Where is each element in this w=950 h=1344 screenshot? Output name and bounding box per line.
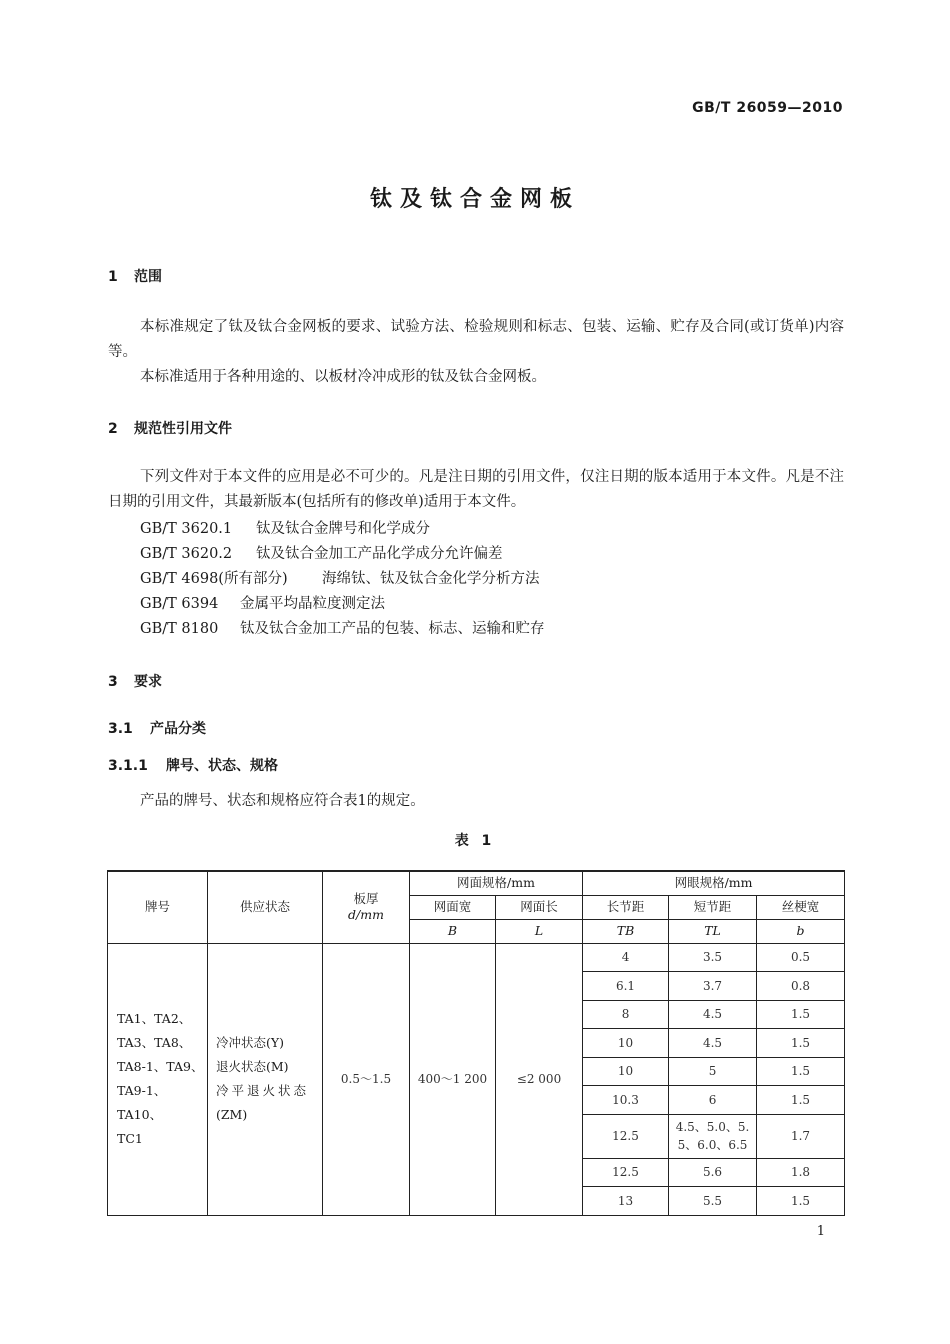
section-2-paragraph: 下列文件对于本文件的应用是必不可少的。凡是注日期的引用文件，仅注日期的版本适用于本文件。凡是不注日期的引用文件，其最新版本(包括所有的修改单)适用于本文件。 bbox=[108, 469, 844, 510]
long-pitch-value: 12.5 bbox=[583, 1158, 669, 1187]
reference-item bbox=[140, 592, 385, 613]
supply-state-cell bbox=[208, 943, 323, 1215]
reference-item bbox=[140, 567, 540, 588]
long-pitch-value: 4 bbox=[583, 943, 669, 972]
spec-table bbox=[107, 870, 845, 1216]
header-thickness-symbol: d/mm bbox=[348, 907, 384, 923]
state-line: 退火状态(M) bbox=[216, 1059, 289, 1074]
header-mesh-face-spec: 网面规格/mm bbox=[410, 871, 583, 895]
short-pitch-value: 4.5、5.0、5.5、6.0、6.5 bbox=[669, 1114, 757, 1158]
strand-width-value: 1.5 bbox=[757, 1029, 845, 1058]
strand-width-value: 1.5 bbox=[757, 1000, 845, 1029]
section-title: 牌号、状态、规格 bbox=[166, 758, 278, 774]
grade-line: TA1、TA2、 bbox=[117, 1011, 192, 1026]
reference-item bbox=[140, 617, 545, 638]
table-row bbox=[108, 943, 845, 972]
long-pitch-value: 10.3 bbox=[583, 1086, 669, 1115]
section-title: 要求 bbox=[134, 674, 162, 690]
section-number: 2 bbox=[108, 421, 118, 437]
short-pitch-value: 5.6 bbox=[669, 1158, 757, 1187]
section-3-1-heading bbox=[108, 718, 206, 738]
grade-cell bbox=[108, 943, 208, 1215]
grade-line: TA8-1、TA9、 bbox=[117, 1059, 204, 1074]
state-line: 冷平退火状态 bbox=[216, 1083, 310, 1098]
section-3-heading bbox=[108, 671, 162, 691]
grade-line: TA3、TA8、 bbox=[117, 1035, 192, 1050]
section-1-paragraph-1: 本标准规定了钛及钛合金网板的要求、试验方法、检验规则和标志、包装、运输、贮存及合同(或订货单)内容等。 bbox=[108, 319, 844, 360]
header-supply-state: 供应状态 bbox=[208, 871, 323, 943]
long-pitch-value: 13 bbox=[583, 1187, 669, 1216]
short-pitch-value: 5 bbox=[669, 1057, 757, 1086]
section-3-1-1-paragraph: 产品的牌号、状态和规格应符合表1的规定。 bbox=[140, 793, 425, 809]
long-pitch-value: 10 bbox=[583, 1057, 669, 1086]
reference-code: GB/T 3620.1 bbox=[140, 521, 233, 537]
standard-number: GB/T 26059—2010 bbox=[692, 100, 843, 116]
header-short-pitch-symbol: TL bbox=[669, 919, 757, 943]
header-width: 网面宽 bbox=[410, 895, 496, 919]
header-thickness bbox=[323, 871, 410, 943]
short-pitch-value: 4.5 bbox=[669, 1029, 757, 1058]
short-pitch-value: 4.5 bbox=[669, 1000, 757, 1029]
reference-code: GB/T 6394 bbox=[140, 596, 219, 612]
grade-line: TA9-1、TA10、 bbox=[117, 1083, 167, 1122]
reference-code: GB/T 4698(所有部分) bbox=[140, 571, 288, 587]
strand-width-value: 0.8 bbox=[757, 972, 845, 1001]
section-title: 规范性引用文件 bbox=[134, 421, 232, 437]
reference-item bbox=[140, 542, 503, 563]
section-number: 3.1 bbox=[108, 721, 133, 737]
length-value: ≤2 000 bbox=[496, 943, 583, 1215]
reference-title: 海绵钛、钛及钛合金化学分析方法 bbox=[322, 571, 540, 587]
section-title: 产品分类 bbox=[150, 721, 206, 737]
header-long-pitch: 长节距 bbox=[583, 895, 669, 919]
section-1-heading bbox=[108, 266, 162, 286]
reference-title: 钛及钛合金加工产品化学成分允许偏差 bbox=[256, 546, 503, 562]
state-line: (ZM) bbox=[216, 1107, 248, 1122]
header-width-symbol: B bbox=[410, 919, 496, 943]
section-3-1-1-heading bbox=[108, 755, 278, 775]
strand-width-value: 1.7 bbox=[757, 1114, 845, 1158]
long-pitch-value: 12.5 bbox=[583, 1114, 669, 1158]
short-pitch-value: 3.5 bbox=[669, 943, 757, 972]
document-title: 钛及钛合金网板 bbox=[369, 187, 580, 212]
reference-title: 钛及钛合金牌号和化学成分 bbox=[256, 521, 430, 537]
header-strand-width-symbol: b bbox=[757, 919, 845, 943]
strand-width-value: 1.8 bbox=[757, 1158, 845, 1187]
short-pitch-value: 3.7 bbox=[669, 972, 757, 1001]
strand-width-value: 0.5 bbox=[757, 943, 845, 972]
state-line: 冷冲状态(Y) bbox=[216, 1035, 285, 1050]
strand-width-value: 1.5 bbox=[757, 1057, 845, 1086]
long-pitch-value: 8 bbox=[583, 1000, 669, 1029]
long-pitch-value: 6.1 bbox=[583, 972, 669, 1001]
section-number: 1 bbox=[108, 269, 118, 285]
header-long-pitch-symbol: TB bbox=[583, 919, 669, 943]
header-length: 网面长 bbox=[496, 895, 583, 919]
thickness-value: 0.5～1.5 bbox=[323, 943, 410, 1215]
section-1-paragraph-2: 本标准适用于各种用途的、以板材冷冲成形的钛及钛合金网板。 bbox=[140, 369, 546, 385]
short-pitch-value: 6 bbox=[669, 1086, 757, 1115]
header-short-pitch: 短节距 bbox=[669, 895, 757, 919]
reference-title: 钛及钛合金加工产品的包装、标志、运输和贮存 bbox=[240, 621, 545, 637]
table-caption: 表 1 bbox=[454, 833, 496, 849]
header-strand-width: 丝梗宽 bbox=[757, 895, 845, 919]
section-number: 3 bbox=[108, 674, 118, 690]
header-length-symbol: L bbox=[496, 919, 583, 943]
reference-item bbox=[140, 517, 430, 538]
long-pitch-value: 10 bbox=[583, 1029, 669, 1058]
width-value: 400～1 200 bbox=[410, 943, 496, 1215]
header-mesh-eye-spec: 网眼规格/mm bbox=[583, 871, 845, 895]
section-2-heading bbox=[108, 418, 232, 438]
reference-title: 金属平均晶粒度测定法 bbox=[240, 596, 385, 612]
grade-line: TC1 bbox=[117, 1131, 143, 1146]
section-number: 3.1.1 bbox=[108, 758, 148, 774]
page-number: 1 bbox=[816, 1224, 825, 1239]
section-title: 范围 bbox=[134, 269, 162, 285]
header-grade: 牌号 bbox=[108, 871, 208, 943]
strand-width-value: 1.5 bbox=[757, 1187, 845, 1216]
strand-width-value: 1.5 bbox=[757, 1086, 845, 1115]
reference-code: GB/T 3620.2 bbox=[140, 546, 233, 562]
short-pitch-value: 5.5 bbox=[669, 1187, 757, 1216]
reference-code: GB/T 8180 bbox=[140, 621, 219, 637]
header-thickness-label: 板厚 bbox=[353, 891, 379, 907]
